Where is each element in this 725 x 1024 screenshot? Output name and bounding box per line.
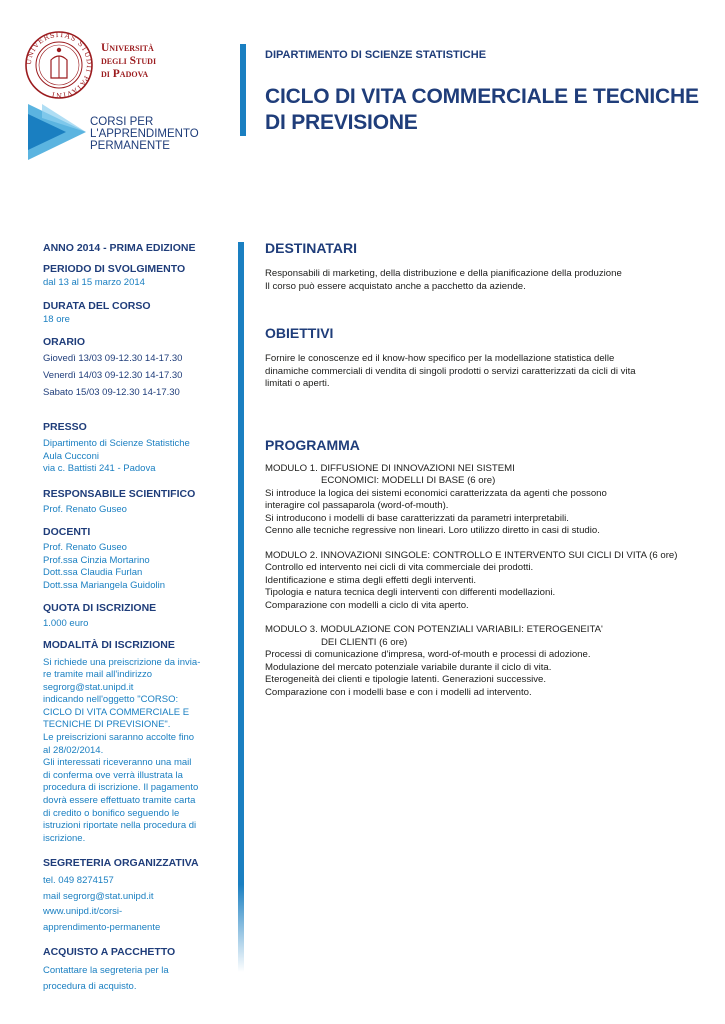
module-line: Tipologia e natura tecnica degli interventi con differenti modellazioni. bbox=[265, 587, 556, 598]
module-title: DEI CLIENTI (6 ore) bbox=[321, 636, 408, 648]
module-line: Processi di comunicazione d'impresa, word-of-mouth e processi di adozione. bbox=[265, 649, 591, 660]
responsabile-text: Prof. Renato Guseo bbox=[43, 503, 127, 515]
durata-heading: DURATA DEL CORSO bbox=[43, 299, 151, 312]
presso-heading: PRESSO bbox=[43, 421, 87, 433]
orario-list bbox=[43, 350, 228, 401]
docente-item: Prof.ssa Cinzia Mortarino bbox=[43, 554, 150, 566]
module-line: Identificazione e stima degli effetti degli interventi. bbox=[265, 574, 477, 586]
info-sidebar bbox=[43, 242, 228, 994]
university-name-line-1: Università bbox=[101, 42, 154, 54]
modalita-line: dovrà essere effettuato tramite carta bbox=[43, 795, 196, 807]
seal-text: UNIVERSITAS STUDII PATAVINI bbox=[24, 30, 94, 100]
docenti-heading: DOCENTI bbox=[43, 526, 91, 538]
module-title: MODULO 2. INNOVAZIONI SINGOLE: CONTROLLO E INTERVENTO SUI CICLI DI VITA (6 ore) bbox=[265, 549, 678, 561]
edition-label: ANNO 2014 - PRIMA EDIZIONE bbox=[43, 242, 196, 254]
responsabile-heading: RESPONSABILE SCIENTIFICO bbox=[43, 487, 196, 500]
acquisto-heading: ACQUISTO A PACCHETTO bbox=[43, 946, 176, 959]
docente-item: Dott.ssa Mariangela Guidolin bbox=[43, 579, 165, 591]
module-line: Cenno alle tecniche regressive non lineari. Loro utilizzo diretto in casi di studio. bbox=[265, 525, 600, 536]
modalita-line: re tramite mail all'indirizzo bbox=[43, 669, 152, 681]
module-line: Comparazione con i modelli base e con i modelli ad intervento. bbox=[265, 686, 532, 698]
program-label-line-2: L'APPRENDIMENTO bbox=[90, 128, 199, 140]
address-line: Aula Cucconi bbox=[43, 450, 99, 462]
module-title: MODULO 1. DIFFUSIONE DI INNOVAZIONI NEI SISTEMI bbox=[265, 462, 515, 474]
modalita-line: Gli interessati riceveranno una mail bbox=[43, 757, 192, 769]
orario-line: Venerdì 14/03 09-12.30 14-17.30 bbox=[43, 370, 183, 381]
docenti-list bbox=[43, 542, 228, 592]
modalita-email[interactable]: segrorg@stat.unipd.it bbox=[43, 681, 134, 693]
docente-item: Prof. Renato Guseo bbox=[43, 542, 127, 553]
module-title: ECONOMICI: MODELLI DI BASE (6 ore) bbox=[321, 475, 496, 486]
module-line: Si introducono i modelli di base caratterizzati da parametri interpretabili. bbox=[265, 512, 569, 524]
program-label-line-1: CORSI PER bbox=[90, 116, 154, 128]
modalita-line: di conferma ove verrà illustrata la bbox=[43, 769, 183, 781]
segreteria-heading: SEGRETERIA ORGANIZZATIVA bbox=[43, 857, 199, 870]
header-accent-bar bbox=[240, 44, 246, 136]
column-divider-bar bbox=[238, 242, 244, 972]
acquisto-line: procedura di acquisto. bbox=[43, 980, 137, 992]
periodo-heading: PERIODO DI SVOLGIMENTO bbox=[43, 263, 186, 275]
programma-heading: PROGRAMMA bbox=[265, 436, 360, 453]
modalita-line: iscrizione. bbox=[43, 832, 86, 844]
quota-text: 1.000 euro bbox=[43, 618, 89, 629]
module-title: MODULO 3. MODULAZIONE CON POTENZIALI VARIABILI: ETEROGENEITA' bbox=[265, 624, 603, 635]
obiettivi-line: Fornire le conoscenze ed il know-how specifico per la modellazione statistica delle bbox=[265, 353, 615, 364]
modalita-line: istruzioni riportate nella procedura di bbox=[43, 820, 197, 832]
department-name: DIPARTIMENTO DI SCIENZE STATISTICHE bbox=[265, 49, 487, 61]
docente-item: Dott.ssa Claudia Furlan bbox=[43, 567, 143, 578]
obiettivi-heading: OBIETTIVI bbox=[265, 325, 334, 341]
presso-address bbox=[43, 438, 228, 476]
program-logo-icon bbox=[28, 104, 86, 160]
segreteria-website-link-cont[interactable]: apprendimento-permanente bbox=[43, 921, 161, 933]
module-line: Si introduce la logica dei sistemi economici caratterizzata da agenti che possono bbox=[265, 487, 607, 499]
modalita-line: Si richiede una preiscrizione da invia- bbox=[43, 656, 201, 668]
university-name-line-3: di Padova bbox=[101, 68, 149, 80]
module-1 bbox=[265, 463, 705, 538]
modalita-line: CICLO DI VITA COMMERCIALE E bbox=[43, 706, 190, 718]
address-line: via c. Battisti 241 - Padova bbox=[43, 463, 156, 474]
acquisto-line: Contattare la segreteria per la bbox=[43, 965, 169, 977]
modalita-heading: MODALITÀ DI ISCRIZIONE bbox=[43, 638, 175, 651]
obiettivi-text bbox=[265, 353, 705, 391]
page-title: CICLO DI VITA COMMERCIALE E TECNICHE DI PREVISIONE bbox=[265, 85, 699, 134]
destinatari-line: Responsabili di marketing, della distribuzione e della pianificazione della produzione bbox=[265, 268, 622, 279]
module-2 bbox=[265, 550, 705, 613]
modalita-line: di credito o bonifico seguendo le bbox=[43, 807, 180, 819]
segreteria-website-link[interactable]: www.unipd.it/corsi- bbox=[43, 906, 123, 918]
periodo-text: dal 13 al 15 marzo 2014 bbox=[43, 277, 145, 288]
module-3 bbox=[265, 624, 705, 699]
quota-heading: QUOTA DI ISCRIZIONE bbox=[43, 602, 157, 614]
university-name bbox=[101, 42, 241, 81]
orario-line: Sabato 15/03 09-12.30 14-17.30 bbox=[43, 387, 180, 398]
destinatari-heading: DESTINATARI bbox=[265, 240, 358, 256]
modalita-text bbox=[43, 657, 228, 846]
module-line: Modulazione del mercato potenziale variabile durante il ciclo di vita. bbox=[265, 661, 552, 673]
modalita-line: TECNICHE DI PREVISIONE". bbox=[43, 719, 171, 731]
durata-text: 18 ore bbox=[43, 313, 70, 325]
orario-line: Giovedì 13/03 09-12.30 14-17.30 bbox=[43, 353, 183, 364]
destinatari-line: Il corso può essere acquistato anche a pacchetto da aziende. bbox=[265, 280, 526, 292]
address-line: Dipartimento di Scienze Statistiche bbox=[43, 438, 190, 449]
modalita-line: Le preiscrizioni saranno accolte fino bbox=[43, 732, 195, 744]
module-line: interagire col passaparola (word-of-mouth). bbox=[265, 500, 449, 511]
program-label bbox=[90, 116, 230, 152]
segreteria-contacts bbox=[43, 873, 228, 935]
modalita-line: al 28/02/2014. bbox=[43, 744, 104, 756]
destinatari-text bbox=[265, 268, 705, 293]
university-name-line-2: degli Studi bbox=[101, 55, 157, 67]
university-seal-icon bbox=[24, 30, 94, 100]
segreteria-phone: tel. 049 8274157 bbox=[43, 875, 114, 887]
program-label-line-3: PERMANENTE bbox=[90, 140, 170, 152]
module-line: Comparazione con modelli a ciclo di vita aperto. bbox=[265, 599, 469, 611]
acquisto-text bbox=[43, 963, 228, 994]
modalita-line: indicando nell'oggetto "CORSO: bbox=[43, 694, 179, 706]
obiettivi-line: dinamiche commerciali di vendita di singoli prodotti o servizi caratterizzati da cicli di vita bbox=[265, 365, 636, 377]
modalita-line: procedura di iscrizione. Il pagamento bbox=[43, 782, 199, 794]
segreteria-email-link[interactable]: mail segrorg@stat.unipd.it bbox=[43, 890, 154, 902]
module-line: Controllo ed intervento nei cicli di vita commerciale dei prodotti. bbox=[265, 562, 534, 573]
main-content bbox=[265, 240, 705, 699]
module-line: Eterogeneità dei clienti e tipologie latenti. Generazioni successive. bbox=[265, 674, 547, 685]
obiettivi-line: limitati o aperti. bbox=[265, 378, 330, 389]
orario-heading: ORARIO bbox=[43, 336, 85, 348]
